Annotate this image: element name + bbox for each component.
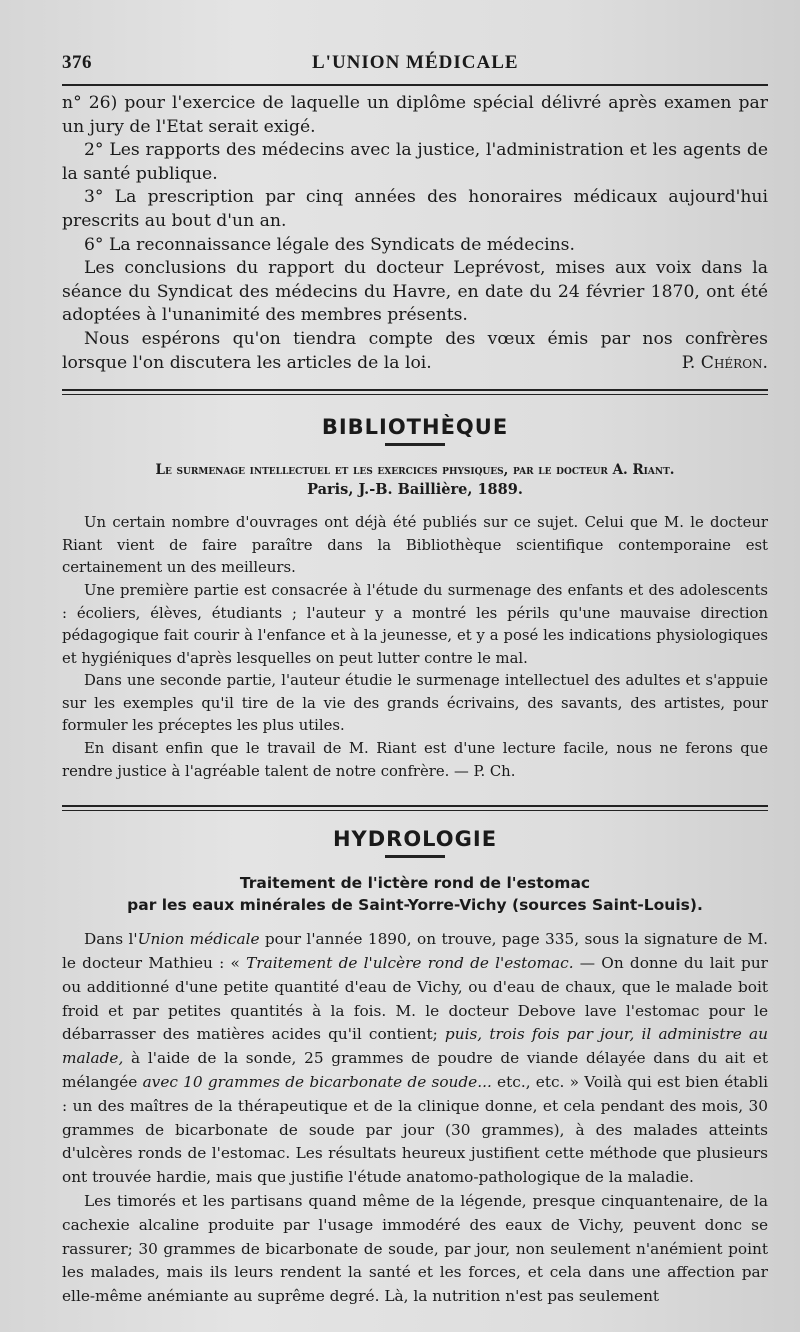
paragraph: 3° La prescription par cinq années des honoraires médicaux aujourd'hui prescrits au bout d'un an. xyxy=(62,187,768,231)
paragraph: Les conclusions du rapport du docteur Leprévost, mises aux voix dans la séance du Syndicat des médecins du Havre, en date du 24 février 1870, ont été adoptées à l'unanimité des membres présents. xyxy=(62,258,768,326)
italic-text: Union médicale xyxy=(137,930,260,949)
section-hydrologie xyxy=(62,827,768,1309)
text: — On donne du lait pur ou additionné d'une petite quantité d'eau de Vichy, ou d'eau de chaux, que le malade boit froid et par petites quantités à la fois. M. le docteur Debove lave l'estomac pour le débarrasser des matières acides qu'il contient; xyxy=(62,954,768,1044)
section-divider xyxy=(62,389,768,395)
journal-title: L'UNION MÉDICALE xyxy=(312,52,519,73)
paragraph: Une première partie est consacrée à l'étude du surmenage des enfants et des adolescents : écoliers, élèves, étudiants ; l'auteur y a montré les périls qu'une mauvaise direction pédagogique fait courir à l'enfance et à la jeunesse, et y a posé les indications physiologiques et hygiéniques d'après lesquelles on peut lutter contre le mal. xyxy=(62,581,768,667)
article-title: Traitement de l'ictère rond de l'estomac xyxy=(239,874,591,893)
section-syndicat xyxy=(62,92,768,375)
italic-text: puis, trois fois par jour, il administre au malade, xyxy=(62,1025,768,1068)
paragraph: n° 26) pour l'exercice de laquelle un diplôme spécial délivré après examen par un jury de l'Etat serait exigé. xyxy=(62,93,768,137)
italic-text: avec 10 grammes de bicarbonate de soude... xyxy=(142,1073,492,1092)
page-number: 376 xyxy=(62,52,92,73)
title-rule xyxy=(385,855,445,858)
paragraph: 2° Les rapports des médecins avec la justice, l'administration et les agents de la santé publique. xyxy=(62,140,768,184)
paragraph: Dans une seconde partie, l'auteur étudie le surmenage intellectuel des adultes et s'appuie sur les exemples qu'il tire de la vie des grands écrivains, des savants, des artistes, pour formuler les préceptes les plus utiles. xyxy=(62,672,768,735)
section-bibliotheque xyxy=(62,415,768,783)
text: etc., etc. » Voilà qui est bien établi : un des maîtres de la thérapeutique et de la clinique donne, et cela pendant des mois, 30 grammes de bicarbonate de soude par jour (30 grammes), à des malades atteints d'ulcères ronds de l'estomac. Les résultats heureux justifient cette méthode que plusieurs ont trouvée hardie, mais que justifie l'étude anatomo-pathologique de la maladie. xyxy=(62,1073,768,1187)
paragraph: En disant enfin que le travail de M. Riant est d'une lecture facile, nous ne ferons que rendre justice à l'agréable talent de notre confrère. — P. Ch. xyxy=(62,740,768,780)
title-rule xyxy=(385,443,445,446)
italic-text: Traitement de l'ulcère rond de l'estomac. xyxy=(246,954,574,973)
header-rule xyxy=(62,84,768,86)
paragraph: Les timorés et les partisans quand même de la légende, presque cinquantenaire, de la cachexie alcaline produite par l'usage immodéré des eaux de Vichy, peuvent donc se rassurer; 30 grammes de bicarbonate de soude, par jour, non seulement n'anémient point les malades, mais ils leurs rendent la santé et les forces, et cela dans une affection par elle-même anémiante au suprême degré. Là, la nutrition n'est pas seulement xyxy=(62,1192,768,1306)
book-publisher: Paris, J.-B. Baillière, 1889. xyxy=(307,481,523,499)
book-title: Le surmenage intellectuel et les exercices physiques, par le docteur A. Riant. xyxy=(155,462,675,479)
paragraph: Un certain nombre d'ouvrages ont déjà été publiés sur ce sujet. Celui que M. le docteur Riant vient de faire paraître dans la Bibliothèque scientifique contemporaine est certainement un des meilleurs. xyxy=(62,514,768,577)
paragraph: 6° La reconnaissance légale des Syndicats de médecins. xyxy=(84,234,575,255)
text: pour l'année 1890, on trouve, page 335, sous la signature de M. le docteur Mathieu : « xyxy=(62,930,768,973)
paragraph-text: Nous espérons qu'on tiendra compte des vœux émis par nos confrères lorsque l'on discutera les articles de la loi. xyxy=(62,328,768,373)
section-divider xyxy=(62,805,768,811)
text: à l'aide de la sonde, 25 grammes de poudre de viande délayée dans du ait et mélangée xyxy=(62,1049,768,1092)
signature: P. Chéron. xyxy=(681,352,768,373)
section-title: BIBLIOTHÈQUE xyxy=(321,415,509,440)
article-subtitle: par les eaux minérales de Saint-Yorre-Vichy (sources Saint-Louis). xyxy=(127,896,703,915)
section-title: HYDROLOGIE xyxy=(332,827,498,852)
page-header xyxy=(62,52,768,82)
paragraph-with-signature xyxy=(62,328,768,375)
paragraph xyxy=(62,928,768,1190)
text: Dans l' xyxy=(84,930,138,949)
